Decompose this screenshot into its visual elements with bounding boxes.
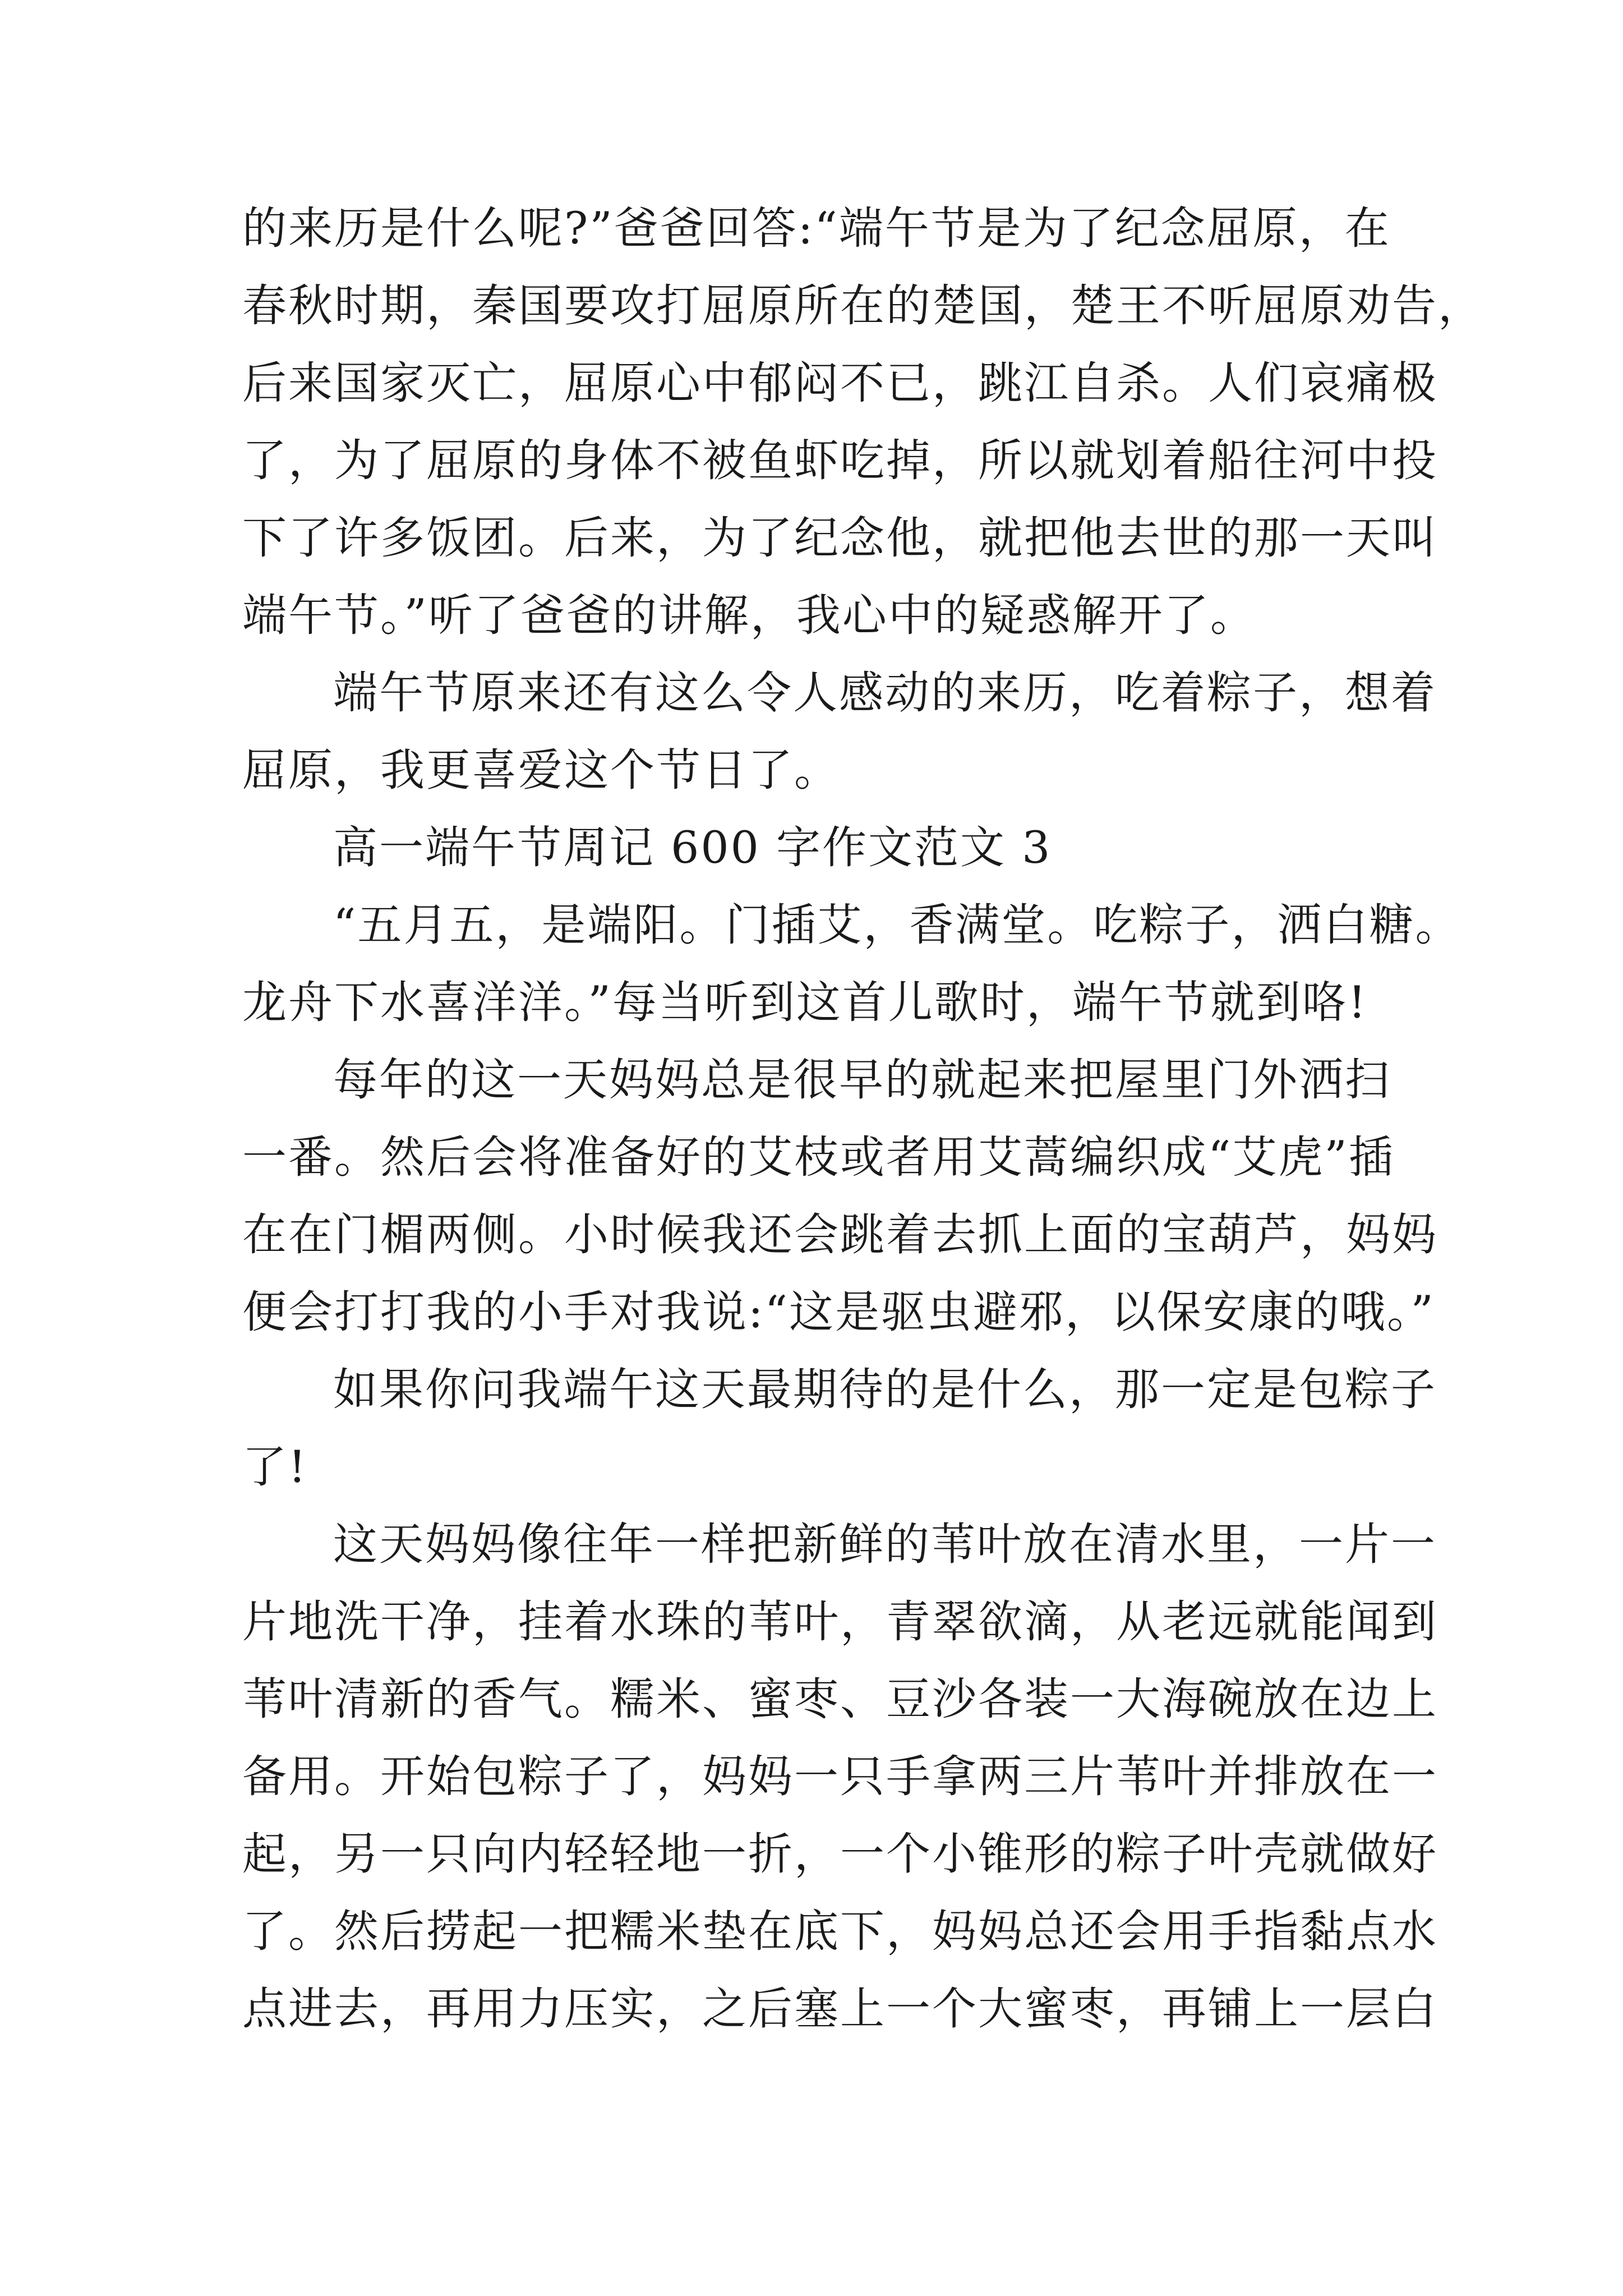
text-line: 这天妈妈像往年一样把新鲜的苇叶放在清水里，一片一 [333,1519,1437,1570]
text-line: 起，另一只向内轻轻地一折，一个小锥形的粽子叶壳就做好 [242,1828,1438,1880]
text-line: 苇叶清新的香气。糯米、蜜枣、豆沙各装一大海碗放在边上 [242,1673,1438,1725]
text-line: 了，为了屈原的身体不被鱼虾吃掉，所以就划着船往河中投 [242,435,1438,486]
text-line: 便会打打我的小手对我说:“这是驱虫避邪，以保安康的哦。” [242,1286,1435,1338]
text-line: 端午节。”听了爸爸的讲解，我心中的疑惑解开了。 [242,590,1256,641]
text-line: 屈原，我更喜爱这个节日了。 [242,744,840,796]
text-line: 的来历是什么呢?”爸爸回答:“端午节是为了纪念屈原，在 [242,203,1391,254]
text-line: 春秋时期，秦国要攻打屈原所在的楚国，楚王不听屈原劝告， [242,280,1484,332]
section-heading: 高一端午节周记 600 字作文范文 3 [333,822,1052,873]
text-line: 了! [242,1441,308,1493]
text-line: 片地洗干净，挂着水珠的苇叶，青翠欲滴，从老远就能闻到 [242,1596,1438,1648]
text-line: 在在门楣两侧。小时候我还会跳着去抓上面的宝葫芦，妈妈 [242,1209,1438,1260]
text-line: 点进去，再用力压实，之后塞上一个大蜜枣，再铺上一层白 [242,1983,1438,2035]
document-body [242,190,1484,2047]
text-line: 一番。然后会将准备好的艾枝或者用艾蒿编织成“艾虎”插 [242,1131,1395,1183]
text-line: “五月五，是端阳。门插艾，香满堂。吃粽子，洒白糖。 [333,899,1461,951]
text-line: 每年的这一天妈妈总是很早的就起来把屋里门外洒扫 [333,1054,1391,1106]
text-line: 如果你问我端午这天最期待的是什么，那一定是包粽子 [333,1364,1437,1415]
text-line: 后来国家灭亡，屈原心中郁闷不已，跳江自杀。人们哀痛极 [242,357,1438,409]
text-line: 端午节原来还有这么令人感动的来历，吃着粽子，想着 [333,667,1437,719]
text-line: 下了许多饭团。后来，为了纪念他，就把他去世的那一天叫 [242,512,1438,564]
text-line: 了。然后捞起一把糯米垫在底下，妈妈总还会用手指黏点水 [242,1906,1438,1957]
text-line: 备用。开始包粽子了，妈妈一只手拿两三片苇叶并排放在一 [242,1751,1438,1802]
text-line: 龙舟下水喜洋洋。”每当听到这首儿歌时，端午节就到咯! [242,977,1368,1028]
